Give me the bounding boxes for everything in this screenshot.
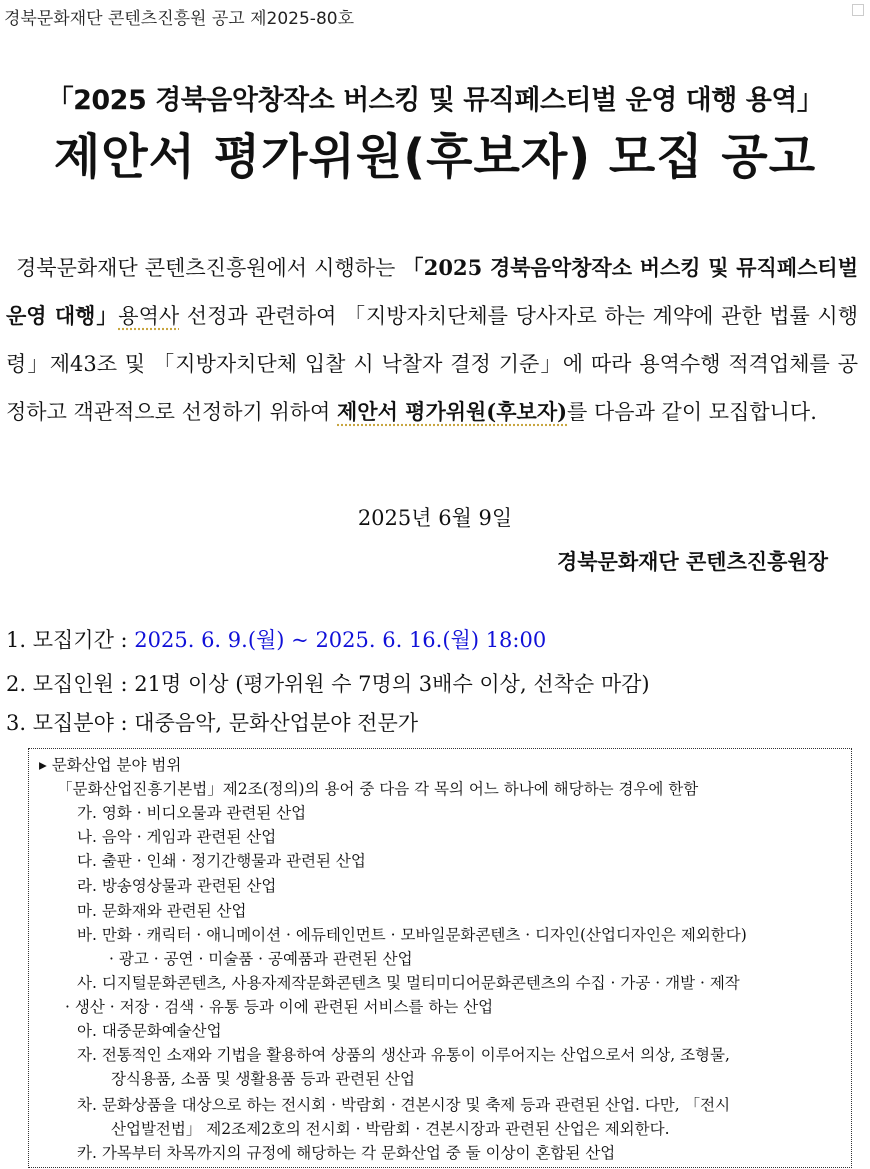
notice-code: 경북문화재단 콘텐츠진흥원 공고 제2025-80호 [4,9,354,29]
industry-scope-box [28,748,852,1168]
box-item-ja: 자. 전통적인 소재와 기법을 활용하여 상품의 생산과 유통이 이루어지는 산업으로서 의상, 조형물, [77,1046,730,1064]
box-item-ka: 카. 가목부터 차목까지의 규정에 해당하는 각 문화산업 중 둘 이상이 혼합된 산업 [77,1144,616,1162]
intro-text-3: 선정과 관련하여 「지방자치단체를 당사자로 하는 계약에 관한 법률 시행령」제43조 및 「지방자치단체 입찰 시 낙찰자 결정 기준」에 따라 용역수행 적격업체를 공정하고 객관적으로 선정하기 위하여 [6,304,858,424]
item-field [6,707,418,737]
box-item-ga: 가. 영화 · 비디오물과 관련된 산업 [77,804,307,822]
item-count-value: 21명 이상 (평가위원 수 7명의 3배수 이상, 선착순 마감) [134,672,650,696]
box-heading: ▸ 문화산업 분야 범위 [39,756,182,774]
item-count [6,668,650,698]
box-item-ma: 마. 문화재와 관련된 산업 [77,902,247,920]
item-count-label: 2. 모집인원 : [6,672,135,696]
item-field-label: 3. 모집분야 : [6,711,135,735]
item-period [6,624,546,654]
intro-bold-project: 「2025 경북음악창작소 버스킹 및 뮤직페스티벌 운영 대행」 [6,255,858,328]
box-item-sa-cont: · 생산 · 저장 · 검색 · 유통 등과 이에 관련된 서비스를 하는 산업 [65,998,494,1016]
corner-marker [852,4,864,16]
item-period-label: 1. 모집기간 : [6,628,135,652]
box-item-a: 아. 대중문화예술산업 [77,1022,222,1040]
notice-title-line1: 「2025 경북음악창작소 버스킹 및 뮤직페스티벌 운영 대행 용역」 [46,85,824,116]
box-item-cha: 차. 문화상품을 대상으로 하는 전시회 · 박람회 · 견본시장 및 축제 등과 관련된 산업. 다만, 「전시 [77,1096,731,1114]
box-item-cha-cont: 산업발전법」 제2조제2호의 전시회 · 박람회 · 견본시장과 관련된 산업은 제외한다. [111,1120,670,1138]
box-item-ra: 라. 방송영상물과 관련된 산업 [77,877,277,895]
box-item-sa: 사. 디지털문화콘텐츠, 사용자제작문화콘텐츠 및 멀티미디어문화콘텐츠의 수집 · 가공 · 개발 · 제작 [77,974,740,992]
notice-title-line2: 제안서 평가위원(후보자) 모집 공고 [53,129,817,185]
box-item-da: 다. 출판 · 인쇄 · 정기간행물과 관련된 산업 [77,852,366,870]
intro-bold-committee: 제안서 평가위원(후보자) [337,399,568,424]
item-field-value: 대중음악, 문화산업분야 전문가 [134,711,419,735]
box-law-reference: 「문화산업진흥기본법」제2조(정의)의 용어 중 다음 각 목의 어느 하나에 해당하는 경우에 한함 [57,780,699,798]
box-item-ba-cont: · 광고 · 공연 · 미술품 · 공예품과 관련된 산업 [109,950,413,968]
intro-text-1: 경북문화재단 콘텐츠진흥원에서 시행하는 [16,256,403,280]
item-period-value: 2025. 6. 9.(월) ~ 2025. 6. 16.(월) 18:00 [134,628,547,652]
box-item-ja-cont: 장식용품, 소품 및 생활용품 등과 관련된 산업 [111,1070,416,1088]
notice-signer: 경북문화재단 콘텐츠진흥원장 [556,549,828,574]
box-item-na: 나. 음악 · 게임과 관련된 산업 [77,828,277,846]
intro-text-2: 용역사 [118,304,180,328]
box-item-ba: 바. 만화 · 캐릭터 · 애니메이션 · 에듀테인먼트 · 모바일문화콘텐츠 · 디자인(산업디자인은 제외한다) [77,926,747,944]
intro-text-4: 를 다음과 같이 모집합니다. [567,400,817,424]
intro-paragraph [6,244,858,436]
notice-date: 2025년 6월 9일 [357,506,513,530]
